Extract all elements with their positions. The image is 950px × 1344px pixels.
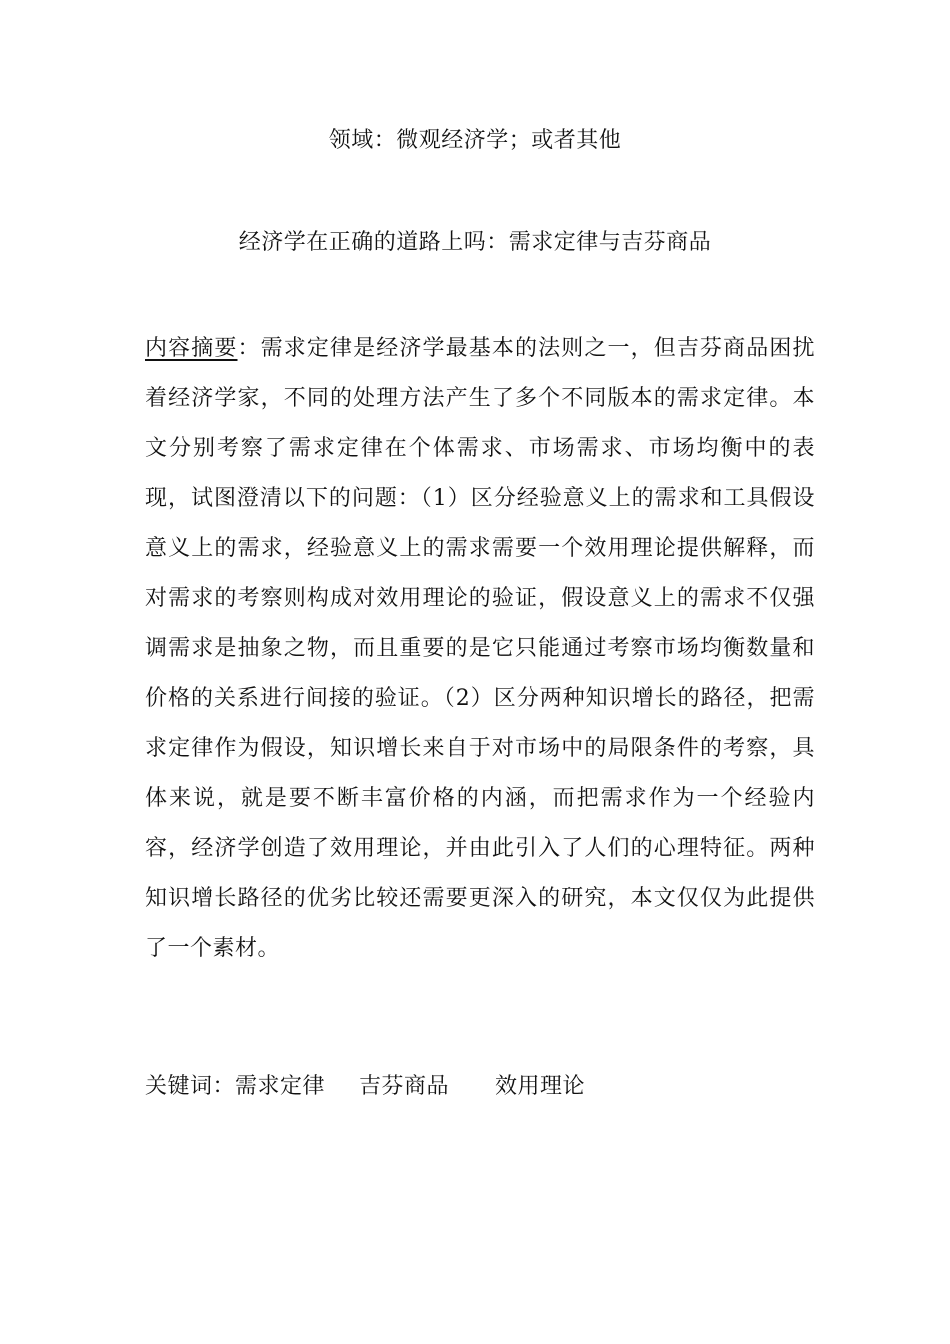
abstract-label: 内容摘要: [145, 336, 238, 361]
keyword-item: 吉芬商品: [359, 1074, 450, 1099]
abstract-separator: ：: [237, 336, 261, 361]
keyword-item: 效用理论: [495, 1074, 586, 1099]
keywords-label: 关键词：: [145, 1074, 236, 1099]
paper-title: 经济学在正确的道路上吗：需求定律与吉芬商品: [238, 230, 712, 255]
abstract-paragraph: [145, 324, 815, 974]
keywords-line: [145, 1072, 585, 1102]
abstract-text: 需求定律是经济学最基本的法则之一，但吉芬商品困扰着经济学家，不同的处理方法产生了多个不同版本的需求定律。本文分别考察了需求定律在个体需求、市场需求、市场均衡中的表现，试图澄清以下的问题：（1）区分经验意义上的需求和工具假设意义上的需求，经验意义上的需求需要一个效用理论提供解释，而对需求的考察则构成对效用理论的验证，假设意义上的需求不仅强调需求是抽象之物，而且重要的是它只能通过考察市场均衡数量和价格的关系进行间接的验证。（2）区分两种知识增长的路径，把需求定律作为假设，知识增长来自于对市场中的局限条件的考察，具体来说，就是要不断丰富价格的内涵，而把需求作为一个经验内容，经济学创造了效用理论，并由此引入了人们的心理特征。两种知识增长路径的优劣比较还需要更深入的研究，本文仅仅为此提供了一个素材。: [145, 336, 815, 961]
field-line: 领域：微观经济学；或者其他: [328, 128, 622, 153]
keyword-item: 需求定律: [235, 1074, 326, 1099]
